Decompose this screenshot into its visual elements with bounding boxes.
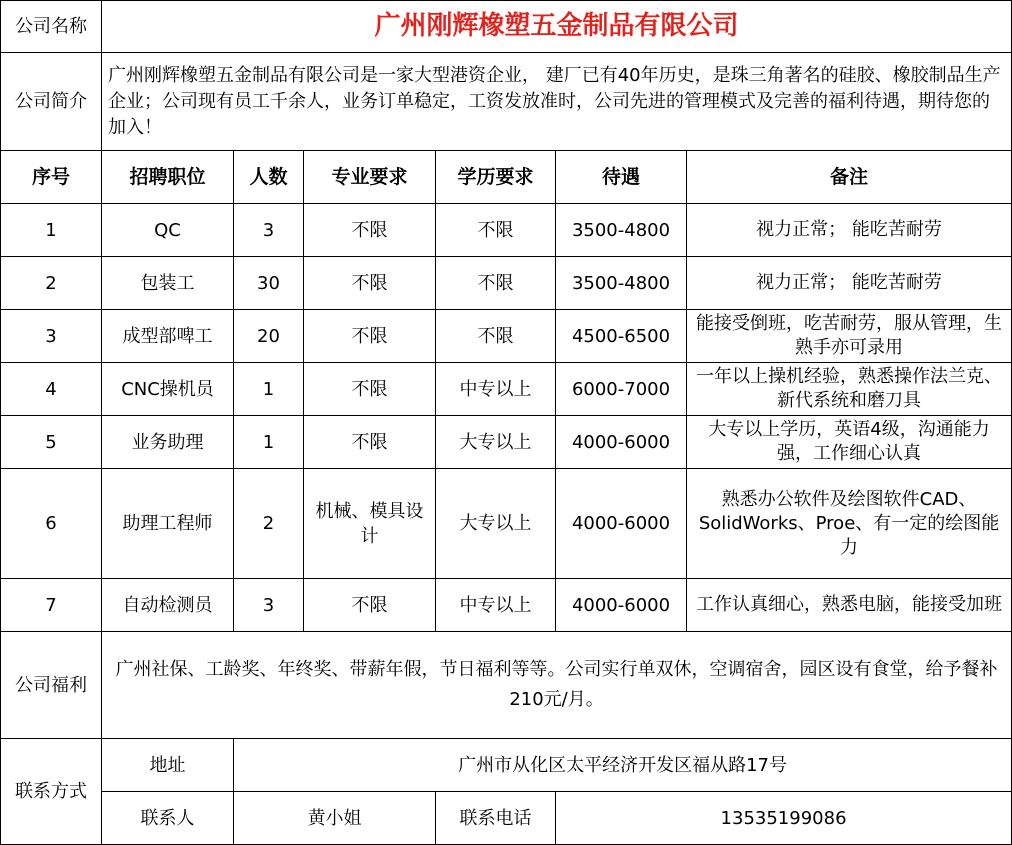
benefits-label: 公司福利 bbox=[1, 632, 102, 739]
company-intro-label: 公司简介 bbox=[1, 53, 102, 151]
benefits-text: 广州社保、工龄奖、年终奖、带薪年假，节日福利等等。公司实行单双休，空调宿舍，园区设有食堂，给予餐补210元/月。 bbox=[102, 632, 1012, 739]
row-position: 业务助理 bbox=[102, 416, 234, 469]
row-count: 3 bbox=[234, 579, 304, 632]
row-position: 自动检测员 bbox=[102, 579, 234, 632]
row-no: 6 bbox=[1, 469, 102, 579]
row-salary: 4000-6000 bbox=[556, 469, 687, 579]
header-no: 序号 bbox=[1, 151, 102, 204]
row-salary: 4500-6500 bbox=[556, 310, 687, 363]
table-row bbox=[1, 310, 1012, 363]
contact-person-row bbox=[1, 792, 1012, 845]
row-note: 一年以上操机经验，熟悉操作法兰克、新代系统和磨刀具 bbox=[687, 363, 1012, 416]
row-salary: 3500-4800 bbox=[556, 204, 687, 257]
row-count: 20 bbox=[234, 310, 304, 363]
row-no: 5 bbox=[1, 416, 102, 469]
row-position: CNC操机员 bbox=[102, 363, 234, 416]
person-value: 黄小姐 bbox=[234, 792, 436, 845]
row-education: 中专以上 bbox=[436, 363, 556, 416]
table-row bbox=[1, 416, 1012, 469]
table-row bbox=[1, 363, 1012, 416]
row-education: 不限 bbox=[436, 204, 556, 257]
contact-label: 联系方式 bbox=[1, 739, 102, 845]
address-value: 广州市从化区太平经济开发区福从路17号 bbox=[234, 739, 1012, 792]
row-note: 视力正常； 能吃苦耐劳 bbox=[687, 204, 1012, 257]
phone-label: 联系电话 bbox=[436, 792, 556, 845]
row-no: 2 bbox=[1, 257, 102, 310]
row-education: 中专以上 bbox=[436, 579, 556, 632]
row-count: 2 bbox=[234, 469, 304, 579]
header-salary: 待遇 bbox=[556, 151, 687, 204]
header-count: 人数 bbox=[234, 151, 304, 204]
table-row bbox=[1, 204, 1012, 257]
phone-value: 13535199086 bbox=[556, 792, 1012, 845]
row-major: 不限 bbox=[304, 204, 436, 257]
row-major: 不限 bbox=[304, 579, 436, 632]
row-count: 3 bbox=[234, 204, 304, 257]
company-name: 广州刚辉橡塑五金制品有限公司 bbox=[102, 1, 1012, 53]
row-education: 大专以上 bbox=[436, 469, 556, 579]
row-major: 不限 bbox=[304, 310, 436, 363]
header-note: 备注 bbox=[687, 151, 1012, 204]
row-major: 不限 bbox=[304, 257, 436, 310]
row-education: 不限 bbox=[436, 310, 556, 363]
table-row bbox=[1, 579, 1012, 632]
row-education: 大专以上 bbox=[436, 416, 556, 469]
row-note: 熟悉办公软件及绘图软件CAD、SolidWorks、Proe、有一定的绘图能力 bbox=[687, 469, 1012, 579]
header-position: 招聘职位 bbox=[102, 151, 234, 204]
row-salary: 4000-6000 bbox=[556, 579, 687, 632]
row-note: 工作认真细心，熟悉电脑，能接受加班 bbox=[687, 579, 1012, 632]
benefits-row bbox=[1, 632, 1012, 739]
header-education: 学历要求 bbox=[436, 151, 556, 204]
row-salary: 4000-6000 bbox=[556, 416, 687, 469]
row-position: QC bbox=[102, 204, 234, 257]
row-position: 包装工 bbox=[102, 257, 234, 310]
company-name-row bbox=[1, 1, 1012, 53]
row-major: 机械、模具设计 bbox=[304, 469, 436, 579]
row-salary: 3500-4800 bbox=[556, 257, 687, 310]
row-count: 1 bbox=[234, 363, 304, 416]
row-note: 视力正常； 能吃苦耐劳 bbox=[687, 257, 1012, 310]
row-no: 3 bbox=[1, 310, 102, 363]
row-count: 1 bbox=[234, 416, 304, 469]
table-row bbox=[1, 257, 1012, 310]
company-intro-row bbox=[1, 53, 1012, 151]
table-row bbox=[1, 469, 1012, 579]
row-major: 不限 bbox=[304, 416, 436, 469]
contact-address-row bbox=[1, 739, 1012, 792]
row-position: 成型部啤工 bbox=[102, 310, 234, 363]
row-education: 不限 bbox=[436, 257, 556, 310]
person-label: 联系人 bbox=[102, 792, 234, 845]
row-note: 大专以上学历，英语4级，沟通能力强，工作细心认真 bbox=[687, 416, 1012, 469]
table-header-row bbox=[1, 151, 1012, 204]
row-no: 1 bbox=[1, 204, 102, 257]
row-note: 能接受倒班，吃苦耐劳，服从管理，生熟手亦可录用 bbox=[687, 310, 1012, 363]
row-major: 不限 bbox=[304, 363, 436, 416]
row-count: 30 bbox=[234, 257, 304, 310]
address-label: 地址 bbox=[102, 739, 234, 792]
row-salary: 6000-7000 bbox=[556, 363, 687, 416]
company-name-label: 公司名称 bbox=[1, 1, 102, 53]
row-position: 助理工程师 bbox=[102, 469, 234, 579]
header-major: 专业要求 bbox=[304, 151, 436, 204]
company-intro: 广州刚辉橡塑五金制品有限公司是一家大型港资企业， 建厂已有40年历史，是珠三角著名的硅胶、橡胶制品生产企业；公司现有员工千余人，业务订单稳定，工资发放准时，公司先进的管理模式及完善的福利待遇，期待您的加入！ bbox=[102, 53, 1012, 151]
row-no: 7 bbox=[1, 579, 102, 632]
row-no: 4 bbox=[1, 363, 102, 416]
